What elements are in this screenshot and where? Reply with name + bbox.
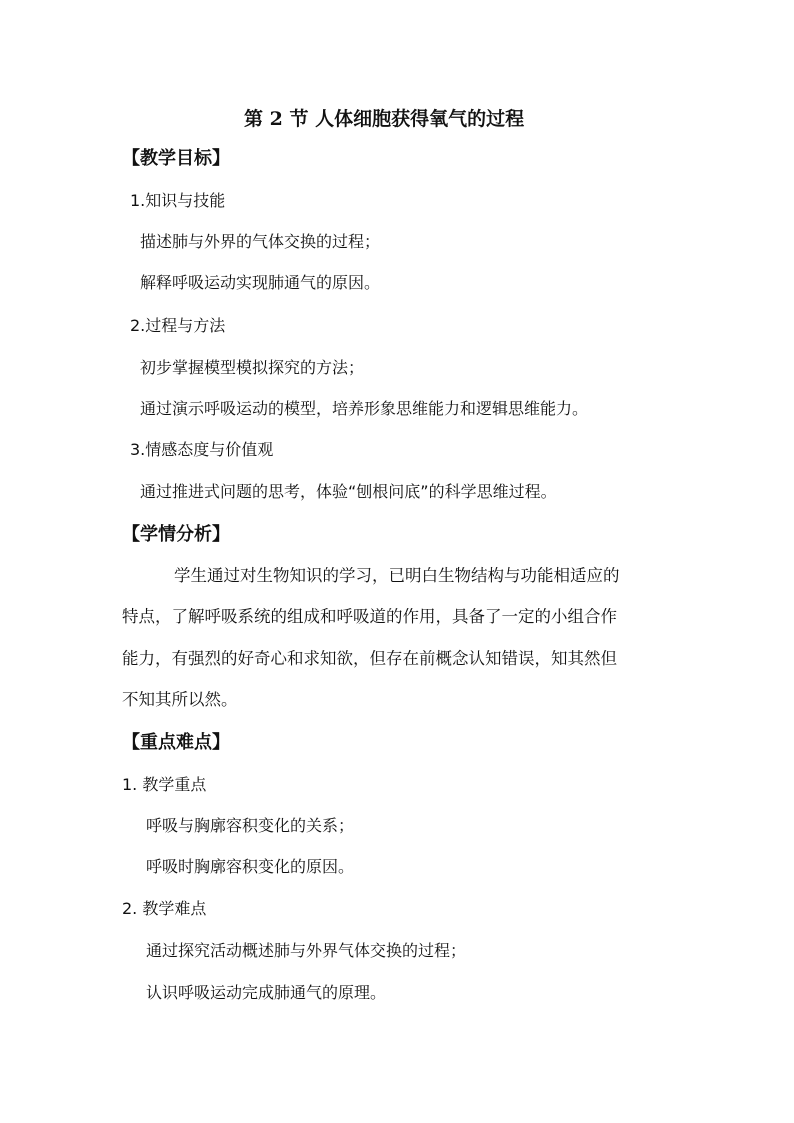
objective-3-line: 通过推进式问题的思考，体验“刨根问底”的科学思维过程。 (140, 482, 557, 501)
key-point-1-line: 呼吸与胸廓容积变化的关系； (146, 816, 355, 835)
key-point-2-line: 认识呼吸运动完成肺通气的原理。 (146, 983, 387, 1002)
analysis-paragraph-line: 不知其所以然。 (122, 690, 238, 709)
heading-analysis: 【学情分析】 (122, 524, 230, 545)
analysis-paragraph-line: 特点，了解呼吸系统的组成和呼吸道的作用，具备了一定的小组合作 (122, 607, 617, 626)
objective-2-title: 2.过程与方法 (130, 316, 226, 335)
analysis-paragraph-line: 能力，有强烈的好奇心和求知欲，但存在前概念认知错误，知其然但 (122, 649, 617, 668)
objective-1-title: 1.知识与技能 (130, 191, 226, 210)
key-point-1-line: 呼吸时胸廓容积变化的原因。 (146, 857, 355, 876)
objective-2-line: 初步掌握模型模拟探究的方法； (140, 358, 365, 377)
objective-2-line: 通过演示呼吸运动的模型，培养形象思维能力和逻辑思维能力。 (140, 399, 589, 418)
heading-key-points: 【重点难点】 (122, 732, 230, 753)
heading-objectives: 【教学目标】 (122, 148, 230, 169)
analysis-paragraph-line: 学生通过对生物知识的学习，已明白生物结构与功能相适应的 (174, 566, 620, 585)
objective-3-title: 3.情感态度与价值观 (130, 440, 274, 459)
key-point-1-title: 1. 教学重点 (122, 775, 207, 794)
objective-1-line: 描述肺与外界的气体交换的过程； (140, 232, 381, 251)
objective-1-line: 解释呼吸运动实现肺通气的原因。 (140, 273, 381, 292)
key-point-2-line: 通过探究活动概述肺与外界气体交换的过程； (146, 941, 467, 960)
key-point-2-title: 2. 教学难点 (122, 899, 207, 918)
document-title: 第 2 节 人体细胞获得氧气的过程 (244, 108, 525, 130)
